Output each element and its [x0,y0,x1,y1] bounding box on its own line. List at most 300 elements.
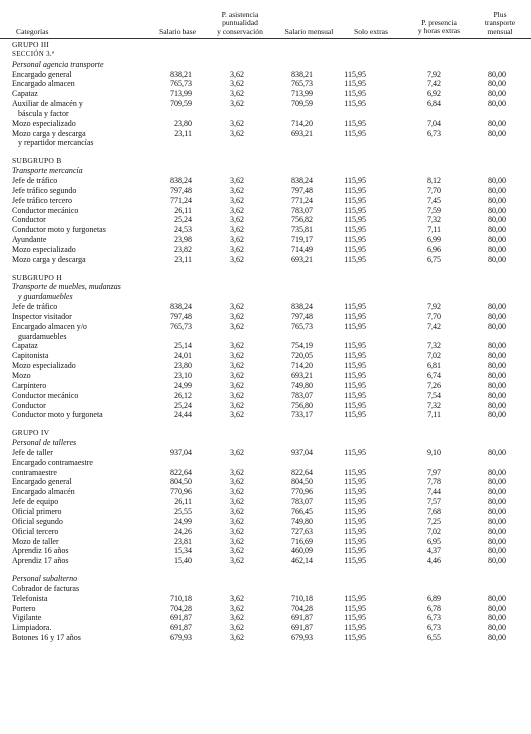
row-label: Mozo [12,371,31,380]
solo-extras-cell: 115,95 [344,593,366,603]
table-row [0,613,531,623]
p-asistencia-cell: 3,62 [230,361,244,371]
solo-extras-cell: 115,95 [344,118,366,128]
p-presencia-cell: 7,70 [427,311,441,321]
p-asistencia-cell: 3,62 [230,623,244,633]
table-row [0,186,531,196]
salario-mensual-cell: 937,04 [291,447,313,457]
plus-transporte-cell: 80,00 [488,593,506,603]
header-p-presencia-line: P. presencia [421,18,457,27]
salario-base-cell: 679,93 [170,633,192,643]
salario-mensual-cell: 838,24 [291,175,313,185]
header-p-presencia [404,19,474,36]
p-presencia-cell: 4,37 [427,546,441,556]
solo-extras-cell: 115,95 [344,79,366,89]
p-presencia-cell: 7,26 [427,380,441,390]
row-label: Encargado almacén [12,487,75,497]
row-label: guardamuebles [18,331,67,341]
solo-extras-cell: 115,95 [344,613,366,623]
row-label: Botones 16 y 17 años [12,633,81,643]
salario-base-cell: 26,12 [174,390,192,400]
salario-base-cell: 24,99 [174,516,192,526]
row-label: Carpintero [12,380,47,390]
table-row [0,546,531,556]
salario-mensual-cell: 754,19 [291,341,313,351]
header-p-asistencia-line: puntualidad [222,18,258,28]
header-categorias: Categorías [16,27,49,36]
table-row [0,245,531,255]
row-label: Personal agencia transporte [12,59,104,69]
salario-base-cell: 25,14 [174,341,192,351]
plus-transporte-cell: 80,00 [488,477,506,487]
plus-transporte-cell: 80,00 [488,175,506,185]
p-asistencia-cell: 3,62 [230,467,244,477]
salario-mensual-cell: 713,99 [291,89,313,99]
table-row [0,176,531,186]
p-presencia-cell: 6,75 [427,254,441,264]
salario-base-cell: 24,53 [174,225,192,235]
salario-mensual-cell: 766,45 [291,506,313,516]
row-label: Mozo carga y descarga [12,254,86,264]
salario-base-cell: 23,10 [174,371,192,380]
plus-transporte-cell: 80,00 [488,603,506,613]
category-heading [0,60,531,70]
plus-transporte-cell: 80,00 [488,556,506,566]
row-spacer [0,265,531,273]
salario-base-cell: 26,11 [174,497,192,507]
p-asistencia-cell: 3,62 [230,516,244,526]
row-label: Portero [12,603,36,613]
table-header [0,0,531,39]
p-asistencia-cell: 3,62 [230,195,244,205]
salario-base-cell: 15,34 [174,546,192,556]
row-label: Encargado contramaestre [12,457,93,467]
solo-extras-cell: 115,95 [344,603,366,613]
plus-transporte-cell: 80,00 [488,89,506,99]
table-row [0,633,531,643]
row-label: Oficial segundo [12,516,63,526]
p-presencia-cell: 7,45 [427,195,441,205]
solo-extras-cell: 115,95 [344,410,366,420]
p-asistencia-cell: 3,62 [230,175,244,185]
solo-extras-cell: 115,95 [344,380,366,390]
p-asistencia-cell: 3,62 [230,526,244,536]
salario-base-cell: 23,11 [174,254,192,264]
salario-mensual-cell: 704,28 [291,603,313,613]
table-row [0,312,531,322]
plus-transporte-cell: 80,00 [488,390,506,400]
salario-base-cell: 797,48 [170,311,192,321]
salario-mensual-cell: 679,93 [291,633,313,643]
salario-mensual-cell: 749,80 [291,380,313,390]
row-label: Conductor [12,215,46,225]
p-presencia-cell: 6,84 [427,99,441,109]
table-row [0,594,531,604]
table-row [0,70,531,80]
p-asistencia-cell: 3,62 [230,633,244,643]
salario-base-cell: 771,24 [170,195,192,205]
solo-extras-cell: 115,95 [344,371,366,380]
salario-base-cell: 765,73 [170,321,192,331]
category-heading-continuation [0,292,531,302]
p-presencia-cell: 7,57 [427,497,441,507]
plus-transporte-cell: 80,00 [488,225,506,235]
solo-extras-cell: 115,95 [344,390,366,400]
salario-mensual-cell: 765,73 [291,79,313,89]
row-label: Jefe de tráfico [12,175,58,185]
p-asistencia-cell: 3,62 [230,390,244,400]
subgroup-heading [0,273,531,283]
p-asistencia-cell: 3,62 [230,341,244,351]
row-label: Capataz [12,341,38,351]
p-presencia-cell: 7,04 [427,118,441,128]
salario-mensual-cell: 783,07 [291,390,313,400]
table-row [0,322,531,332]
plus-transporte-cell: 80,00 [488,311,506,321]
solo-extras-cell: 115,95 [344,244,366,254]
solo-extras-cell: 115,95 [344,341,366,351]
p-asistencia-cell: 3,62 [230,546,244,556]
table-row [0,235,531,245]
p-asistencia-cell: 3,62 [230,235,244,245]
row-label: Conductor moto y furgoneta [12,410,103,420]
p-presencia-cell: 6,96 [427,244,441,254]
solo-extras-cell: 115,95 [344,526,366,536]
row-label: Oficial tercero [12,526,59,536]
header-p-presencia-line: y horas extras [417,26,461,36]
p-presencia-cell: 7,92 [427,302,441,312]
row-label: GRUPO IV [12,428,50,438]
plus-transporte-cell: 80,00 [488,302,506,312]
salario-mensual-cell: 756,80 [291,400,313,410]
salario-base-cell: 26,11 [174,205,192,215]
solo-extras-cell: 115,95 [344,497,366,507]
table-row [0,79,531,89]
row-label: Jefe de taller [12,447,53,457]
p-presencia-cell: 7,42 [427,321,441,331]
row-label: y repartidor mercancías [18,138,94,148]
salario-mensual-cell: 838,21 [291,69,313,79]
header-plus-transporte-line: Plus [493,10,507,19]
p-asistencia-cell: 3,62 [230,118,244,128]
table-row [0,225,531,235]
p-asistencia-cell: 3,62 [230,185,244,195]
salario-mensual-cell: 727,63 [291,526,313,536]
p-presencia-cell: 6,99 [427,235,441,245]
p-presencia-cell: 7,44 [427,487,441,497]
p-presencia-cell: 7,68 [427,506,441,516]
row-label: Jefe de equipo [12,497,59,507]
row-label: Encargado general [12,477,72,487]
solo-extras-cell: 115,95 [344,447,366,457]
plus-transporte-cell: 80,00 [488,447,506,457]
group-heading [0,40,531,50]
category-heading [0,574,531,584]
solo-extras-cell: 115,95 [344,633,366,643]
p-asistencia-cell: 3,62 [230,497,244,507]
table-row [0,527,531,537]
salario-base-cell: 23,80 [174,361,192,371]
row-label: Limpiadora. [12,623,52,633]
row-label: báscula y factor [18,108,69,118]
row-label: Jefe tráfico tercero [12,195,72,205]
plus-transporte-cell: 80,00 [488,371,506,380]
p-presencia-cell: 6,73 [427,623,441,633]
plus-transporte-cell: 80,00 [488,613,506,623]
table-row [0,537,531,547]
solo-extras-cell: 115,95 [344,69,366,79]
row-label: Transporte de muebles, mudanzas [12,282,121,292]
p-asistencia-cell: 3,62 [230,400,244,410]
row-label: Mozo especializado [12,244,76,254]
p-presencia-cell: 7,97 [427,467,441,477]
salario-mensual-cell: 693,21 [291,128,313,138]
row-label: y guardamuebles [18,292,73,302]
plus-transporte-cell: 80,00 [488,526,506,536]
table-row [0,89,531,99]
p-asistencia-cell: 3,62 [230,89,244,99]
plus-transporte-cell: 80,00 [488,361,506,371]
salario-base-cell: 838,24 [170,175,192,185]
plus-transporte-cell: 80,00 [488,623,506,633]
salario-base-cell: 23,11 [174,128,192,138]
group-heading [0,428,531,438]
p-presencia-cell: 6,92 [427,89,441,99]
p-asistencia-cell: 3,62 [230,380,244,390]
salario-mensual-cell: 733,17 [291,410,313,420]
row-label: Jefe tráfico segundo [12,185,77,195]
solo-extras-cell: 115,95 [344,185,366,195]
p-presencia-cell: 7,11 [427,225,441,235]
row-label-continuation [0,332,531,342]
solo-extras-cell: 115,95 [344,89,366,99]
p-asistencia-cell: 3,62 [230,205,244,215]
salario-mensual-cell: 783,07 [291,497,313,507]
solo-extras-cell: 115,95 [344,215,366,225]
table-row [0,604,531,614]
salario-mensual-cell: 838,24 [291,302,313,312]
salario-mensual-cell: 797,48 [291,185,313,195]
table-row [0,371,531,381]
row-label: SUBGRUPO B [12,156,62,166]
salario-base-cell: 25,55 [174,506,192,516]
row-label: Personal de talleres [12,438,77,448]
subgroup-heading [0,156,531,166]
salario-base-cell: 15,40 [174,556,192,566]
p-asistencia-cell: 3,62 [230,613,244,623]
plus-transporte-cell: 80,00 [488,351,506,361]
category-heading [0,282,531,292]
solo-extras-cell: 115,95 [344,477,366,487]
p-asistencia-cell: 3,62 [230,321,244,331]
salario-base-cell: 822,64 [170,467,192,477]
p-asistencia-cell: 3,62 [230,371,244,380]
table-row [0,206,531,216]
salario-base-cell: 691,87 [170,623,192,633]
solo-extras-cell: 115,95 [344,506,366,516]
salario-base-cell: 24,44 [174,410,192,420]
solo-extras-cell: 115,95 [344,99,366,109]
salario-mensual-cell: 822,64 [291,467,313,477]
solo-extras-cell: 115,95 [344,546,366,556]
solo-extras-cell: 115,95 [344,400,366,410]
solo-extras-cell: 115,95 [344,225,366,235]
plus-transporte-cell: 80,00 [488,195,506,205]
row-label: Telefonista [12,593,48,603]
solo-extras-cell: 115,95 [344,487,366,497]
p-presencia-cell: 7,70 [427,185,441,195]
section-heading [0,50,531,60]
row-label: Encargado almacen [12,79,75,89]
row-label: Mozo especializado [12,118,76,128]
plus-transporte-cell: 80,00 [488,205,506,215]
p-presencia-cell: 7,42 [427,79,441,89]
solo-extras-cell: 115,95 [344,516,366,526]
solo-extras-cell: 115,95 [344,205,366,215]
table-row [0,448,531,458]
table-row [0,361,531,371]
salario-mensual-cell: 710,18 [291,593,313,603]
table-row [0,401,531,411]
table-row [0,99,531,109]
salario-base-cell: 23,80 [174,118,192,128]
solo-extras-cell: 115,95 [344,536,366,546]
row-spacer [0,566,531,574]
salario-base-cell: 713,99 [170,89,192,99]
table-row [0,351,531,361]
row-label-continuation [0,109,531,119]
row-label: Inspector visitador [12,311,72,321]
solo-extras-cell: 115,95 [344,128,366,138]
row-label: SUBGRUPO H [12,272,62,282]
p-asistencia-cell: 3,62 [230,593,244,603]
p-presencia-cell: 6,78 [427,603,441,613]
p-asistencia-cell: 3,62 [230,487,244,497]
table-row [0,507,531,517]
header-plus-transporte-line: mensual [487,26,513,36]
p-asistencia-cell: 3,62 [230,244,244,254]
salario-base-cell: 25,24 [174,400,192,410]
salario-mensual-cell: 714,20 [291,118,313,128]
row-label: Jefe de tráfico [12,302,58,312]
table-row [0,302,531,312]
solo-extras-cell: 115,95 [344,467,366,477]
header-salario-base: Salario base [159,27,196,36]
salario-mensual-cell: 719,17 [291,235,313,245]
salario-mensual-cell: 691,87 [291,623,313,633]
solo-extras-cell: 115,95 [344,311,366,321]
p-asistencia-cell: 3,62 [230,69,244,79]
table-row [0,215,531,225]
solo-extras-cell: 115,95 [344,321,366,331]
plus-transporte-cell: 80,00 [488,546,506,556]
p-asistencia-cell: 3,62 [230,311,244,321]
p-presencia-cell: 6,73 [427,613,441,623]
header-plus-transporte-line: transporte [484,18,516,28]
salario-base-cell: 24,01 [174,351,192,361]
plus-transporte-cell: 80,00 [488,487,506,497]
p-asistencia-cell: 3,62 [230,603,244,613]
salario-mensual-cell: 749,80 [291,516,313,526]
p-presencia-cell: 7,02 [427,351,441,361]
row-label: Ayundante [12,235,47,245]
p-asistencia-cell: 3,62 [230,215,244,225]
table-row [0,391,531,401]
salario-mensual-cell: 462,14 [291,556,313,566]
header-salario-mensual: Salario mensual [284,27,334,36]
row-label: Conductor moto y furgonetas [12,225,106,235]
row-label: Capitonista [12,351,49,361]
row-label: Mozo carga y descarga [12,128,86,138]
p-presencia-cell: 6,89 [427,593,441,603]
solo-extras-cell: 115,95 [344,351,366,361]
solo-extras-cell: 115,95 [344,254,366,264]
p-presencia-cell: 8,12 [427,175,441,185]
salario-mensual-cell: 797,48 [291,311,313,321]
table-row [0,497,531,507]
plus-transporte-cell: 80,00 [488,536,506,546]
p-presencia-cell: 7,11 [427,410,441,420]
plus-transporte-cell: 80,00 [488,79,506,89]
table-row [0,119,531,129]
category-heading [0,438,531,448]
salario-base-cell: 797,48 [170,185,192,195]
plus-transporte-cell: 80,00 [488,321,506,331]
row-label: Capataz [12,89,38,99]
salario-mensual-cell: 460,09 [291,546,313,556]
row-label: Conductor [12,400,46,410]
salario-base-cell: 838,21 [170,69,192,79]
p-presencia-cell: 7,54 [427,390,441,400]
solo-extras-cell: 115,95 [344,556,366,566]
plus-transporte-cell: 80,00 [488,128,506,138]
solo-extras-cell: 115,95 [344,235,366,245]
plus-transporte-cell: 80,00 [488,633,506,643]
salario-mensual-cell: 714,49 [291,244,313,254]
row-label-only [0,584,531,594]
row-label: Vigilante [12,613,42,623]
salario-mensual-cell: 720,05 [291,351,313,361]
plus-transporte-cell: 80,00 [488,185,506,195]
row-label: contramaestre [12,467,57,477]
plus-transporte-cell: 80,00 [488,506,506,516]
plus-transporte-cell: 80,00 [488,497,506,507]
solo-extras-cell: 115,95 [344,361,366,371]
p-asistencia-cell: 3,62 [230,556,244,566]
table-row [0,196,531,206]
row-label: Mozo de taller [12,536,59,546]
salario-base-cell: 709,59 [170,99,192,109]
row-spacer [0,148,531,156]
salario-base-cell: 24,99 [174,380,192,390]
salario-base-cell: 838,24 [170,302,192,312]
p-asistencia-cell: 3,62 [230,536,244,546]
p-presencia-cell: 7,78 [427,477,441,487]
table-row [0,255,531,265]
salario-mensual-cell: 770,96 [291,487,313,497]
p-presencia-cell: 7,32 [427,341,441,351]
solo-extras-cell: 115,95 [344,195,366,205]
table-row [0,341,531,351]
solo-extras-cell: 115,95 [344,175,366,185]
salario-mensual-cell: 804,50 [291,477,313,487]
salario-base-cell: 25,24 [174,215,192,225]
p-presencia-cell: 7,32 [427,215,441,225]
row-label: Cobrador de facturas [12,583,80,593]
p-presencia-cell: 9,10 [427,447,441,457]
row-label: Oficial primero [12,506,62,516]
p-asistencia-cell: 3,62 [230,302,244,312]
